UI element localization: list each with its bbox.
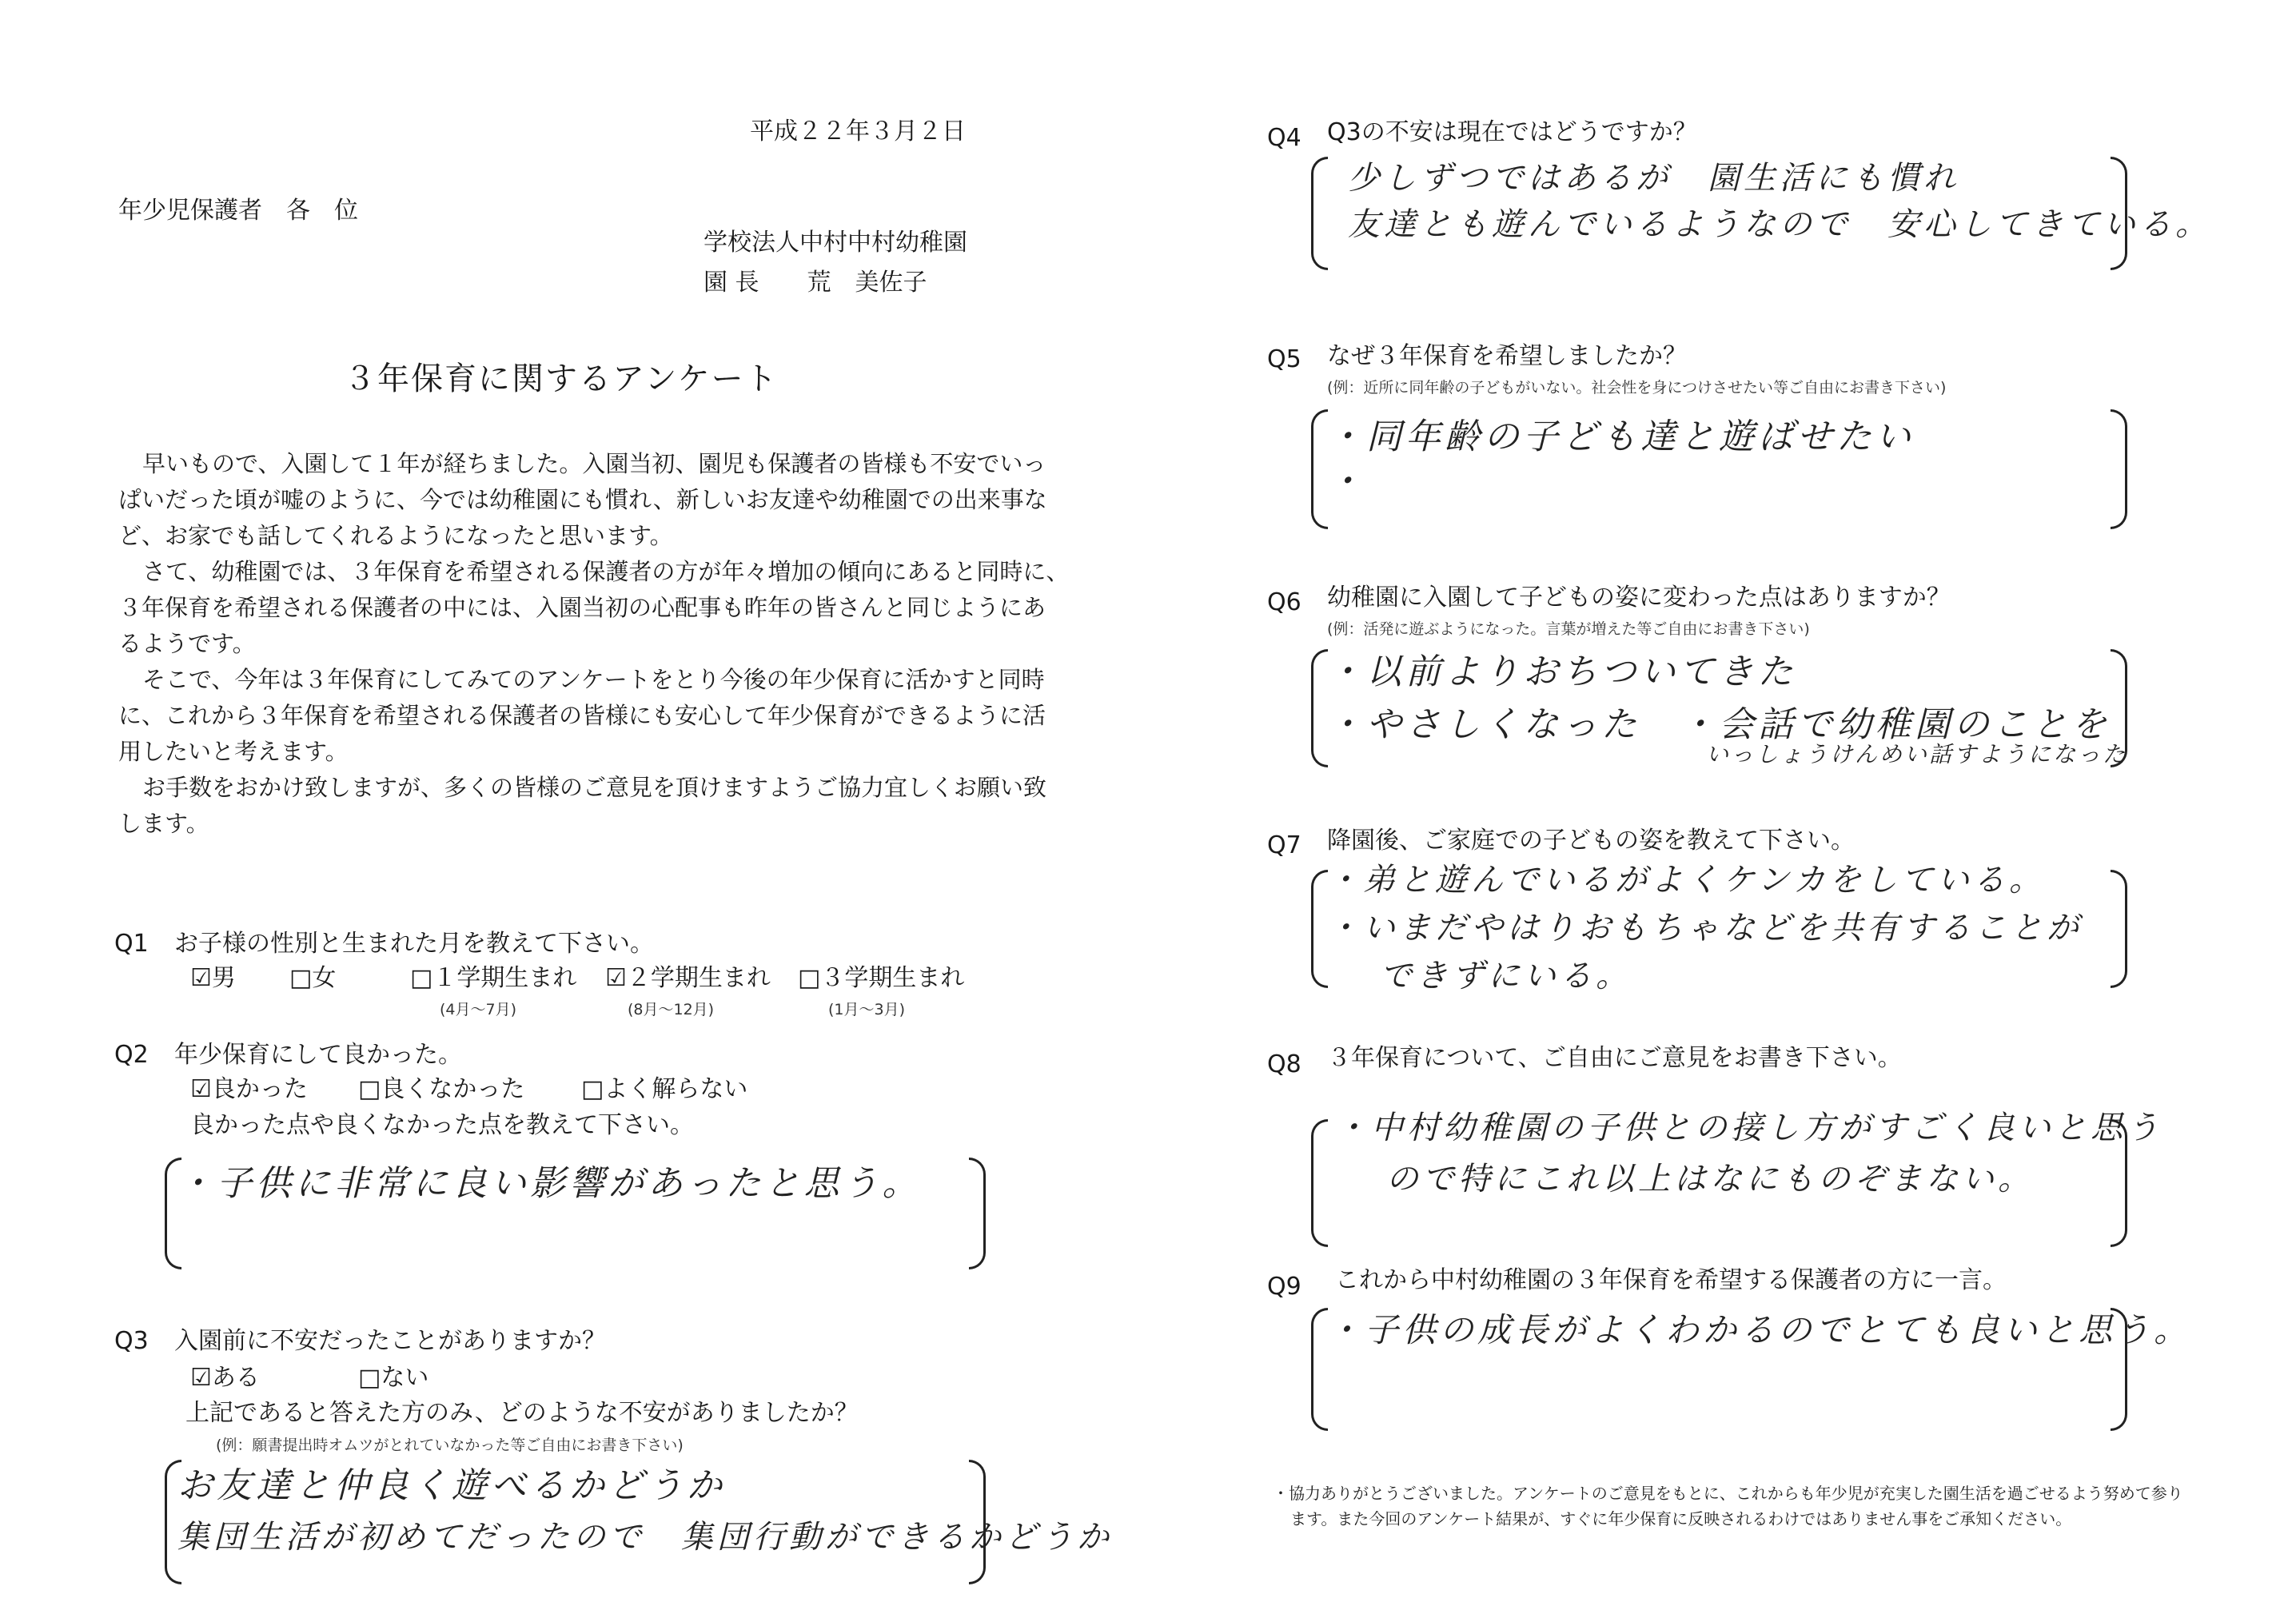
q8-answer-line1[interactable]: ・中村幼稚園の子供との接し方がすごく良いと思う — [1335, 1110, 2162, 1146]
intro-text — [118, 446, 1070, 842]
q1-range-term1: (4月～7月) — [440, 1001, 517, 1018]
q1-range-term2: (8月～12月) — [628, 1001, 715, 1018]
q2-number: Q2 — [114, 1041, 149, 1069]
q4-bracket-left — [1311, 157, 1328, 270]
q9-bracket-left — [1311, 1308, 1328, 1431]
q8-answer-line2[interactable]: ので特にこれ以上はなにものぞまない。 — [1386, 1161, 2034, 1198]
q3-option-no[interactable]: □ない — [358, 1364, 429, 1392]
q7-answer-line2[interactable]: ・いまだやはりおもちゃなどを共有することが — [1327, 910, 2083, 946]
q9-number: Q9 — [1267, 1273, 1301, 1301]
q9-question: これから中村幼稚園の３年保育を希望する保護者の方に一言。 — [1335, 1266, 2007, 1294]
intro-line: します。 — [118, 810, 209, 837]
q6-question: 幼稚園に入園して子どもの姿に変わった点はありますか？ — [1327, 584, 1951, 612]
q5-number: Q5 — [1267, 345, 1301, 373]
q8-number: Q8 — [1267, 1050, 1301, 1078]
q3-answer-line2[interactable]: 集団生活が初めてだったので 集団行動ができるかどうか — [177, 1519, 1113, 1556]
q1-option-male[interactable]: ☑男 — [190, 964, 236, 992]
q1-option-term1[interactable]: □１学期生まれ — [410, 964, 577, 992]
q1-option-female[interactable]: □女 — [289, 964, 337, 992]
school-name: 学校法人中村中村幼稚園 — [704, 229, 967, 257]
footer-note-line2: ます。また今回のアンケート結果が、すぐに年少保育に反映されるわけではありません事をご承知ください。 — [1290, 1509, 2072, 1528]
q3-question: 入園前に不安だったことがありますか？ — [174, 1327, 606, 1355]
q5-example: (例：近所に同年齢の子どもがいない。社会性を身につけさせたい等ご自由にお書き下さい) — [1327, 379, 1947, 397]
q3-example: (例：願書提出時オムツがとれていなかった等ご自由にお書き下さい) — [216, 1437, 684, 1454]
q2-subquestion: 良かった点や良くなかった点を教えて下さい。 — [190, 1111, 694, 1139]
q6-answer-line3[interactable]: いっしょうけんめい話すようになった — [1706, 741, 2128, 767]
q7-bracket-left — [1311, 870, 1328, 988]
intro-line: るようです。 — [118, 630, 256, 657]
q6-bracket-left — [1311, 649, 1328, 767]
principal-name: 園 長 荒 美佐子 — [704, 269, 927, 297]
intro-line: ぱいだった頃が嘘のように、今では幼稚園にも慣れ、新しいお友達や幼稚園での出来事な — [118, 486, 1047, 513]
q2-question: 年少保育にして良かった。 — [174, 1041, 462, 1069]
intro-line: 早いもので、入園して１年が経ちました。入園当初、園児も保護者の皆様も不安でいっ — [142, 450, 1046, 477]
q4-question: Q3の不安は現在ではどうですか？ — [1327, 118, 1697, 146]
q5-answer-line1[interactable]: ・同年齢の子ども達と遊ばせたい — [1327, 416, 1915, 457]
q1-option-term2[interactable]: ☑２学期生まれ — [605, 964, 771, 992]
q7-answer-line1[interactable]: ・弟と遊んでいるがよくケンカをしている。 — [1327, 862, 2045, 899]
q6-number: Q6 — [1267, 588, 1301, 616]
q1-option-term3[interactable]: □３学期生まれ — [798, 964, 965, 992]
footer-note-line1: ・協力ありがとうございました。アンケートのご意見をもとに、これからも年少児が充実した園生活を過ごせるよう努めて参り — [1273, 1484, 2183, 1503]
q2-answer[interactable]: ・子供に非常に良い影響があったと思う。 — [177, 1163, 922, 1204]
q5-answer-line2[interactable]: ・ — [1327, 461, 1366, 502]
q4-answer-line1[interactable]: 少しずつではあるが 園生活にも慣れ — [1348, 160, 1959, 197]
q7-bracket-right — [2111, 870, 2127, 988]
q5-bracket-right — [2111, 409, 2127, 529]
q2-option-good[interactable]: ☑良かった — [190, 1075, 308, 1103]
intro-line: そこで、今年は３年保育にしてみてのアンケートをとり今後の年少保育に活かすと同時 — [142, 666, 1045, 693]
q2-option-not-good[interactable]: □良くなかった — [358, 1075, 525, 1103]
q3-answer-line1[interactable]: お友達と仲良く遊べるかどうか — [177, 1465, 726, 1506]
q5-question: なぜ３年保育を希望しましたか？ — [1327, 342, 1687, 370]
q7-question: 降園後、ご家庭での子どもの姿を教えて下さい。 — [1327, 827, 1855, 855]
q6-answer-line2[interactable]: ・やさしくなった ・会話で幼稚園のことを — [1327, 704, 2111, 745]
q3-number: Q3 — [114, 1327, 149, 1355]
q1-question: お子様の性別と生まれた月を教えて下さい。 — [174, 930, 654, 958]
q4-answer-line2[interactable]: 友達とも遊んでいるようなので 安心してきている。 — [1348, 206, 2211, 243]
intro-line: に、これから３年保育を希望される保護者の皆様にも安心して年少保育ができるように活 — [118, 702, 1046, 729]
q2-bracket-right — [969, 1158, 986, 1269]
q3-subquestion: 上記であると答えた方のみ、どのような不安がありましたか？ — [185, 1399, 859, 1427]
q5-bracket-left — [1311, 409, 1328, 529]
addressee: 年少児保護者 各 位 — [118, 197, 358, 225]
intro-line: さて、幼稚園では、３年保育を希望される保護者の方が年々増加の傾向にあると同時に、 — [142, 558, 1070, 585]
document-date: 平成２２年３月２日 — [750, 118, 966, 145]
q8-question: ３年保育について、ご自由にご意見をお書き下さい。 — [1327, 1044, 1902, 1072]
survey-title: ３年保育に関するアンケート — [344, 361, 779, 397]
q3-option-yes[interactable]: ☑ある — [190, 1364, 260, 1392]
intro-line: お手数をおかけ致しますが、多くの皆様のご意見を頂けますようご協力宜しくお願い致 — [142, 774, 1047, 801]
q9-answer[interactable]: ・子供の成長がよくわかるのでとても良いと思う。 — [1327, 1310, 2192, 1349]
q6-answer-line1[interactable]: ・以前よりおちついてきた — [1327, 652, 1797, 692]
q1-number: Q1 — [114, 930, 149, 958]
q2-option-unsure[interactable]: □よく解らない — [581, 1075, 748, 1103]
intro-line: 用したいと考えます。 — [118, 738, 349, 765]
q7-number: Q7 — [1267, 831, 1301, 859]
q8-bracket-left — [1311, 1119, 1328, 1247]
intro-line: ３年保育を希望される保護者の中には、入園当初の心配事も昨年の皆さんと同じようにあ — [118, 594, 1046, 621]
q7-answer-line3[interactable]: できずにいる。 — [1380, 958, 1632, 994]
intro-line: ど、お家でも話してくれるようになったと思います。 — [118, 522, 673, 549]
q4-number: Q4 — [1267, 124, 1301, 152]
q1-range-term3: (1月～3月) — [828, 1001, 906, 1018]
q6-example: (例：活発に遊ぶようになった。言葉が増えた等ご自由にお書き下さい) — [1327, 620, 1810, 638]
